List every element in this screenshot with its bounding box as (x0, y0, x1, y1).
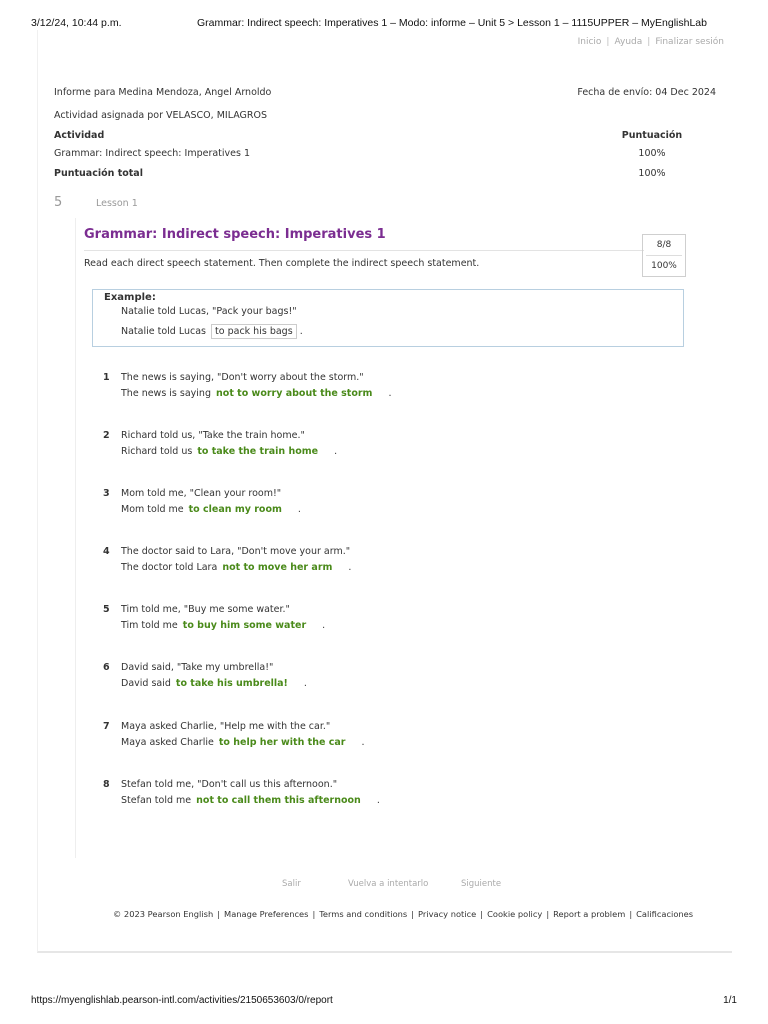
question-number: 5 (103, 604, 110, 615)
question-answer: to take the train home (197, 446, 319, 457)
question-suffix: . (322, 620, 326, 631)
assigned-by: Actividad asignada por VELASCO, MILAGROS (54, 110, 268, 121)
question-answer: to clean my room (188, 504, 282, 515)
question-indirect (121, 795, 380, 806)
question-answer: not to worry about the storm (216, 388, 373, 399)
footer-link-terms[interactable]: Terms and conditions (319, 909, 408, 919)
question-prefix: Maya asked Charlie (121, 737, 214, 748)
activity-name: Grammar: Indirect speech: Imperatives 1 (54, 148, 251, 159)
question-answer: not to call them this afternoon (196, 795, 361, 806)
total-score-label: Puntuación total (54, 168, 143, 179)
link-separator: | (480, 909, 484, 919)
print-datetime: 3/12/24, 10:44 p.m. (31, 17, 122, 29)
example-indirect (121, 324, 303, 339)
score-column-header: Puntuación (621, 130, 683, 141)
report-for: Informe para Medina Mendoza, Angel Arnoldo (54, 87, 272, 98)
link-separator: | (647, 37, 651, 47)
question-number: 8 (103, 779, 110, 790)
question-prefix: Tim told me (121, 620, 178, 631)
footer-link-cookie[interactable]: Cookie policy (487, 909, 543, 919)
link-separator: | (546, 909, 550, 919)
activity-title: Grammar: Indirect speech: Imperatives 1 (84, 227, 386, 242)
activity-column-header: Actividad (54, 130, 105, 141)
question-answer: to buy him some water (182, 620, 307, 631)
print-page-title: Grammar: Indirect speech: Imperatives 1 – Modo: informe – Unit 5 > Lesson 1 – 1115UPPER – MyEnglishLab (197, 17, 707, 29)
question-answer: to help her with the car (218, 737, 346, 748)
link-separator: | (629, 909, 633, 919)
example-label: Example: (104, 292, 156, 303)
title-divider (84, 250, 644, 251)
question-suffix: . (334, 446, 338, 457)
question-suffix: . (388, 388, 392, 399)
question-indirect (121, 562, 351, 573)
lesson-number: 5 (54, 195, 63, 210)
footer-links (113, 909, 693, 919)
question-number: 2 (103, 430, 110, 441)
question-suffix: . (303, 678, 307, 689)
print-page-number: 1/1 (723, 995, 737, 1006)
question-direct: David said, "Take my umbrella!" (121, 662, 274, 673)
sent-date: Fecha de envío: 04 Dec 2024 (577, 87, 716, 98)
question-number: 6 (103, 662, 110, 673)
retry-button[interactable]: Vuelva a intentarlo (348, 879, 429, 889)
home-link[interactable]: Inicio (577, 37, 602, 47)
question-direct: Mom told me, "Clean your room!" (121, 488, 282, 499)
link-separator: | (217, 909, 221, 919)
question-prefix: Richard told us (121, 446, 193, 457)
next-button[interactable]: Siguiente (461, 879, 502, 889)
lesson-label: Lesson 1 (96, 198, 138, 209)
link-separator: | (606, 37, 610, 47)
question-direct: The doctor said to Lara, "Don't move your arm." (121, 546, 351, 557)
question-direct: Tim told me, "Buy me some water." (121, 604, 290, 615)
question-indirect (121, 737, 364, 748)
activity-score: 100% (638, 148, 666, 159)
question-prefix: Mom told me (121, 504, 184, 515)
activity-instruction: Read each direct speech statement. Then complete the indirect speech statement. (84, 258, 480, 269)
example-suffix: . (299, 326, 303, 337)
total-score: 100% (638, 168, 666, 179)
copyright: © 2023 Pearson English (113, 909, 214, 919)
question-number: 7 (103, 721, 110, 732)
question-suffix: . (297, 504, 301, 515)
question-indirect (121, 678, 307, 689)
question-prefix: Stefan told me (121, 795, 192, 806)
footer-link-grades[interactable]: Calificaciones (636, 909, 694, 919)
help-link[interactable]: Ayuda (614, 37, 643, 47)
footer-link-manage-preferences[interactable]: Manage Preferences (224, 909, 309, 919)
example-direct: Natalie told Lucas, "Pack your bags!" (121, 306, 297, 317)
print-url: https://myenglishlab.pearson-intl.com/activities/2150653603/0/report (31, 995, 333, 1006)
exit-button[interactable]: Salir (282, 879, 301, 889)
question-direct: Maya asked Charlie, "Help me with the car." (121, 721, 331, 732)
score-fraction: 8/8 (646, 235, 682, 256)
question-indirect (121, 388, 391, 399)
question-indirect (121, 446, 337, 457)
score-box (642, 234, 686, 277)
example-answer-field: to pack his bags (211, 324, 297, 339)
question-prefix: The news is saying (121, 388, 211, 399)
example-box (92, 289, 684, 347)
logout-link[interactable]: Finalizar sesión (655, 37, 724, 47)
example-prefix: Natalie told Lucas (121, 326, 206, 337)
print-header (31, 17, 737, 31)
question-suffix: . (361, 737, 365, 748)
score-percent: 100% (651, 261, 677, 271)
link-separator: | (411, 909, 415, 919)
question-prefix: The doctor told Lara (121, 562, 218, 573)
question-direct: Richard told us, "Take the train home." (121, 430, 305, 441)
question-indirect (121, 504, 301, 515)
question-prefix: David said (121, 678, 171, 689)
top-links (578, 37, 724, 47)
question-indirect (121, 620, 325, 631)
question-number: 3 (103, 488, 110, 499)
question-suffix: . (376, 795, 380, 806)
question-number: 4 (103, 546, 110, 557)
question-direct: Stefan told me, "Don't call us this afternoon." (121, 779, 338, 790)
footer-link-privacy[interactable]: Privacy notice (418, 909, 477, 919)
question-number: 1 (103, 372, 110, 383)
footer-link-report-problem[interactable]: Report a problem (553, 909, 626, 919)
print-footer (31, 995, 737, 1009)
question-direct: The news is saying, "Don't worry about the storm." (121, 372, 364, 383)
link-separator: | (312, 909, 316, 919)
question-suffix: . (348, 562, 352, 573)
question-answer: to take his umbrella! (175, 678, 288, 689)
question-answer: not to move her arm (222, 562, 333, 573)
